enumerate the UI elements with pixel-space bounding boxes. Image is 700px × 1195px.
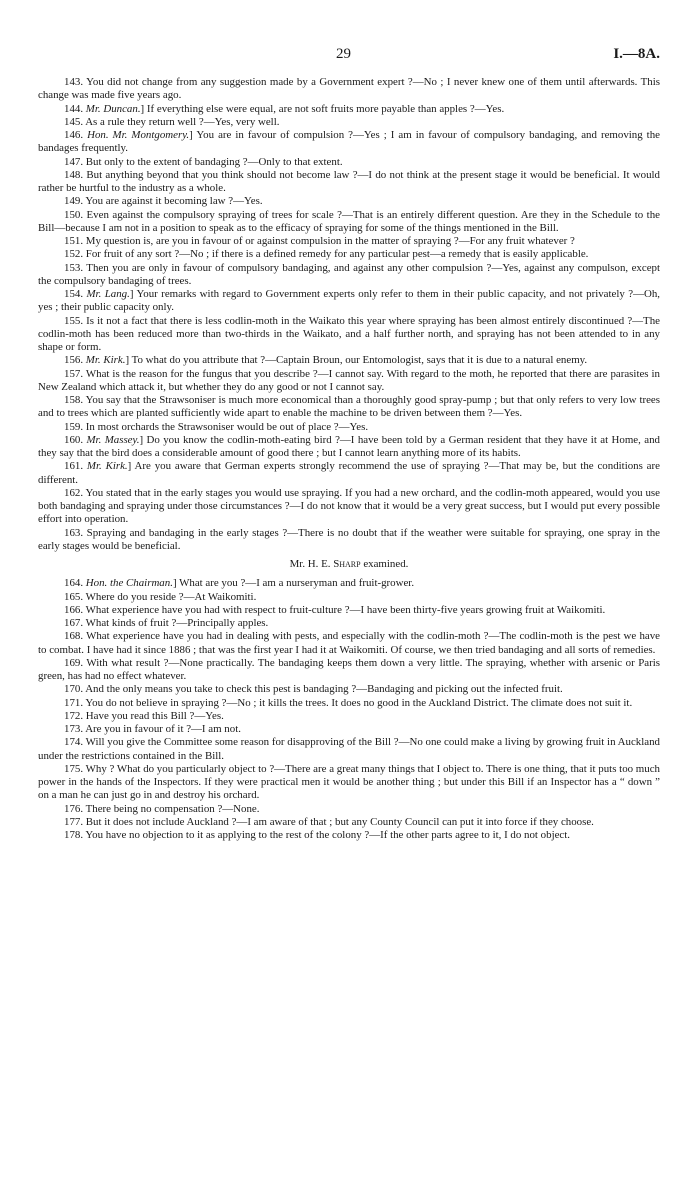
question-paragraph: [38, 710, 660, 723]
question-paragraph: [38, 394, 660, 421]
witness-name: Sharp: [333, 558, 361, 570]
evidence-block-1: [38, 76, 660, 553]
speaker-name: Mr. Massey.: [86, 433, 140, 446]
question-paragraph: 160. Mr. Massey.] Do you know the codlin-moth-eating bird ?—I have been told by a German resident that they have it at Home, and they say that the bird does a considerable amount of good there ; but I cannot learn anything more of its habits.: [38, 433, 660, 459]
question-paragraph: [38, 156, 660, 169]
question-number: 175.: [64, 762, 84, 775]
question-number: 177.: [64, 815, 84, 828]
question-number: 173.: [64, 723, 84, 735]
question-text: Are you in favour of it ?—I am not.: [85, 723, 241, 735]
question-number: 165.: [64, 590, 84, 603]
question-number: 145.: [64, 115, 84, 128]
speaker-name: Mr. Duncan.: [85, 102, 141, 115]
question-text: If everything else were equal, are not soft fruits more payable than apples ?—Yes.: [146, 102, 505, 115]
question-text: There being no compensation ?—None.: [85, 802, 260, 815]
question-paragraph: 164. Hon. the Chairman.] What are you ?—I am a nurseryman and fruit-grower.: [64, 577, 415, 590]
question-number: 151.: [64, 235, 84, 247]
question-text: What experience have you had with respect to fruit-culture ?—I have been thirty-five years growing fruit at Waikomiti.: [85, 603, 606, 616]
question-paragraph: [38, 169, 660, 196]
page-number: 29: [336, 46, 351, 62]
question-paragraph: 156. Mr. Kirk.] To what do you attribute that ?—Captain Broun, our Entomologist, says that it is due to a natural enemy.: [64, 354, 588, 367]
question-number: 155.: [64, 314, 84, 327]
question-text: My question is, are you in favour of or against compulsion in the matter of spraying ?—For any fruit whatever ?: [85, 235, 575, 247]
question-text: You stated that in the early stages you would use spraying. If you had a new orchard, and the codlin-moth appeared, would you use both bandaging and spraying under those circumstances ?—I do not know that it would be a very great success, but I would put every possible effort into operation.: [38, 486, 660, 526]
question-number: 167.: [64, 617, 84, 629]
question-text: Is it not a fact that there is less codlin-moth in the Waikato this year where spraying has been almost entirely discontinued ?—The codlin-moth has been reduced more than two-thirds in the Waikato, and a half further north, and spraying has not been attended to in any shape or form.: [38, 314, 660, 353]
question-paragraph: [38, 487, 660, 527]
question-paragraph: 154. Mr. Lang.] Your remarks with regard to Government experts only refer to them in their public capacity, and not privately ?—Oh, yes ; their public capacity only.: [38, 288, 660, 314]
question-text: For fruit of any sort ?—No ; if there is a defined remedy for any particular pest—a remedy that is easily applicable.: [85, 248, 589, 261]
question-number: 168.: [64, 630, 84, 643]
speaker-name: Hon. the Chairman.: [85, 577, 173, 590]
question-text: But anything beyond that you think should not become law ?—I do not think at the present stage it would be beneficial. It would rather be hurtful to the industry as a whole.: [38, 168, 660, 194]
document-reference: I.—8A.: [613, 46, 660, 62]
question-text: Your remarks with regard to Government experts only refer to them in their public capacity, and not privately ?—Oh, yes ; their public capacity only.: [38, 288, 660, 314]
question-number: 162.: [64, 486, 84, 499]
speaker-name: Hon. Mr. Montgomery.: [87, 129, 190, 141]
question-paragraph: [38, 116, 660, 129]
question-paragraph: [38, 816, 660, 829]
question-number: 172.: [64, 709, 84, 722]
question-text: You have no objection to it as applying to the rest of the colony ?—If the other parts agree to it, I do not object.: [85, 829, 571, 841]
question-paragraph: [38, 209, 660, 236]
question-paragraph: [38, 262, 660, 289]
question-paragraph: 146. Hon. Mr. Montgomery.] You are in favour of compulsion ?—Yes ; I am in favour of compulsory bandaging, and removing the bandages frequently.: [38, 129, 660, 155]
question-paragraph: [38, 195, 660, 208]
question-number: 160.: [64, 433, 84, 446]
question-number: 154.: [64, 288, 84, 300]
question-paragraph: [38, 736, 660, 763]
question-number: 157.: [64, 367, 84, 380]
question-paragraph: [38, 235, 660, 248]
question-paragraph: [38, 683, 660, 696]
question-text: What are you ?—I am a nurseryman and fruit-grower.: [179, 577, 415, 590]
question-text: You are against it becoming law ?—Yes.: [85, 195, 263, 208]
question-number: 158.: [64, 394, 84, 406]
question-text: Are you aware that German experts strongly recommend the use of spraying ?—That may be, but the conditions are different.: [38, 460, 660, 486]
question-number: 174.: [64, 736, 84, 749]
question-paragraph: [38, 697, 660, 710]
question-text: Where do you reside ?—At Waikomiti.: [85, 590, 257, 603]
question-paragraph: [38, 248, 660, 261]
question-text: As a rule they return well ?—Yes, very well.: [85, 115, 280, 128]
question-paragraph: [38, 829, 660, 842]
question-text: Even against the compulsory spraying of trees for scale ?—That is an entirely different question. Are they in the Schedule to the Bill—because I am not in a position to speak as to the efficacy of spraying for some of the things mentioned in the Bill.: [38, 208, 660, 234]
question-paragraph: 144. Mr. Duncan.] If everything else were equal, are not soft fruits more payable than apples ?—Yes.: [64, 102, 505, 115]
witness-heading-prefix: Mr. H. E.: [289, 558, 334, 570]
question-number: 161.: [64, 460, 84, 473]
question-paragraph: [38, 368, 660, 395]
question-paragraph: [38, 76, 660, 103]
question-text: Then you are only in favour of compulsory bandaging, and against any other compulsion ?—Yes, against any compulson, except the compulsory bandaging of trees.: [38, 261, 660, 287]
question-text: In most orchards the Strawsoniser would be out of place ?—Yes.: [85, 420, 369, 433]
question-text: You did not change from any suggestion made by a Government expert ?—No ; I never knew one of them until afterwards. This change was made five years ago.: [38, 76, 660, 102]
evidence-block-2: [38, 577, 660, 842]
question-number: 169.: [64, 656, 84, 669]
evidence-text: [38, 76, 660, 842]
question-number: 178.: [64, 829, 84, 841]
question-text: Why ? What do you particularly object to ?—There are a great many things that I object to. There is one thing, that it puts too much power in the hands of the Inspectors. If they were practical men it would be another thing ; but under this Bill if an Inspector has a “ down ” on a man he can just go in and destroy his orchard.: [38, 762, 661, 802]
question-number: 166.: [64, 603, 84, 616]
question-number: 148.: [64, 168, 84, 181]
question-text: Have you read this Bill ?—Yes.: [85, 709, 224, 722]
question-text: What is the reason for the fungus that you describe ?—I cannot say. With regard to the moth, he reported that there are parasites in New Zealand which attack it, but whether they do any good or not I cannot say.: [38, 367, 660, 393]
speaker-name: Mr. Kirk.: [85, 354, 126, 367]
question-paragraph: [38, 617, 660, 630]
question-text: But only to the extent of bandaging ?—Only to that extent.: [85, 155, 343, 168]
question-text: What kinds of fruit ?—Principally apples.: [85, 617, 269, 629]
question-text: You are in favour of compulsion ?—Yes ; I am in favour of compulsory bandaging, and removing the bandages frequently.: [38, 129, 660, 155]
question-number: 146.: [64, 129, 84, 141]
question-number: 170.: [64, 683, 84, 696]
question-text: To what do you attribute that ?—Captain Broun, our Entomologist, says that it is due to a natural enemy.: [131, 354, 588, 367]
question-number: 159.: [64, 420, 84, 433]
witness-heading-suffix: examined.: [360, 558, 409, 570]
question-paragraph: [38, 315, 660, 355]
question-paragraph: [38, 763, 660, 803]
question-number: 156.: [64, 354, 84, 367]
question-number: 164.: [64, 577, 84, 590]
question-paragraph: [38, 604, 660, 617]
question-number: 163.: [64, 526, 84, 539]
question-text: But it does not include Auckland ?—I am aware of that ; but any County Council can put it into force if they choose.: [85, 815, 594, 828]
question-text: And the only means you take to check this pest is bandaging ?—Bandaging and picking out the infected fruit.: [85, 683, 563, 696]
question-text: Do you know the codlin-moth-eating bird ?—I have been told by a German resident that they have it at Home, and they say that the bird does a considerable amount of good there ; but I cannot learn anything more of its habits.: [38, 433, 660, 459]
question-paragraph: [38, 591, 660, 604]
question-number: 171.: [64, 696, 84, 709]
question-paragraph: [38, 723, 660, 736]
question-text: You do not believe in spraying ?—No ; it kills the trees. It does no good in the Auckland District. The climate does not suit it.: [85, 696, 633, 709]
question-paragraph: [38, 421, 660, 434]
question-paragraph: [38, 803, 660, 816]
question-number: 150.: [64, 208, 84, 221]
question-text: What experience have you had in dealing with pests, and especially with the codlin-moth ?—The codlin-moth is the pest we have to combat. I have had it since 1886 ; that was the first year I had it at Waikomiti. Of course, we then tried bandaging and all sorts of remedies.: [38, 630, 660, 656]
question-number: 144.: [64, 102, 84, 115]
question-text: Will you give the Committee some reason for disapproving of the Bill ?—No one could make a living by growing fruit in Auckland under the restrictions contained in the Bill.: [38, 736, 660, 762]
question-text: Spraying and bandaging in the early stages ?—There is no doubt that if the weather were suitable for spraying, one spray in the early stages would be beneficial.: [38, 526, 660, 552]
question-text: You say that the Strawsoniser is much more economical than a thoroughly good spray-pump ; but that only refers to very low trees and to trees which are planted sufficiently wide apart to enable the machine to be driven between them ?—Yes.: [38, 394, 661, 420]
question-number: 147.: [64, 155, 84, 168]
question-number: 143.: [64, 76, 84, 88]
witness-heading: [38, 558, 660, 571]
speaker-name: Mr. Kirk.: [86, 460, 128, 473]
question-number: 152.: [64, 248, 84, 261]
question-paragraph: [38, 657, 660, 684]
question-number: 153.: [64, 261, 84, 274]
page-header: [0, 46, 700, 66]
question-number: 176.: [64, 802, 84, 815]
speaker-name: Mr. Lang.: [86, 288, 130, 300]
question-paragraph: [38, 527, 660, 554]
question-paragraph: [38, 630, 660, 657]
question-number: 149.: [64, 195, 84, 208]
question-paragraph: 161. Mr. Kirk.] Are you aware that German experts strongly recommend the use of spraying ?—That may be, but the conditions are different.: [38, 460, 660, 486]
question-text: With what result ?—None practically. The bandaging keeps them down a very little. The spraying, whether with arsenic or Paris green, has had no effect whatever.: [38, 656, 660, 682]
